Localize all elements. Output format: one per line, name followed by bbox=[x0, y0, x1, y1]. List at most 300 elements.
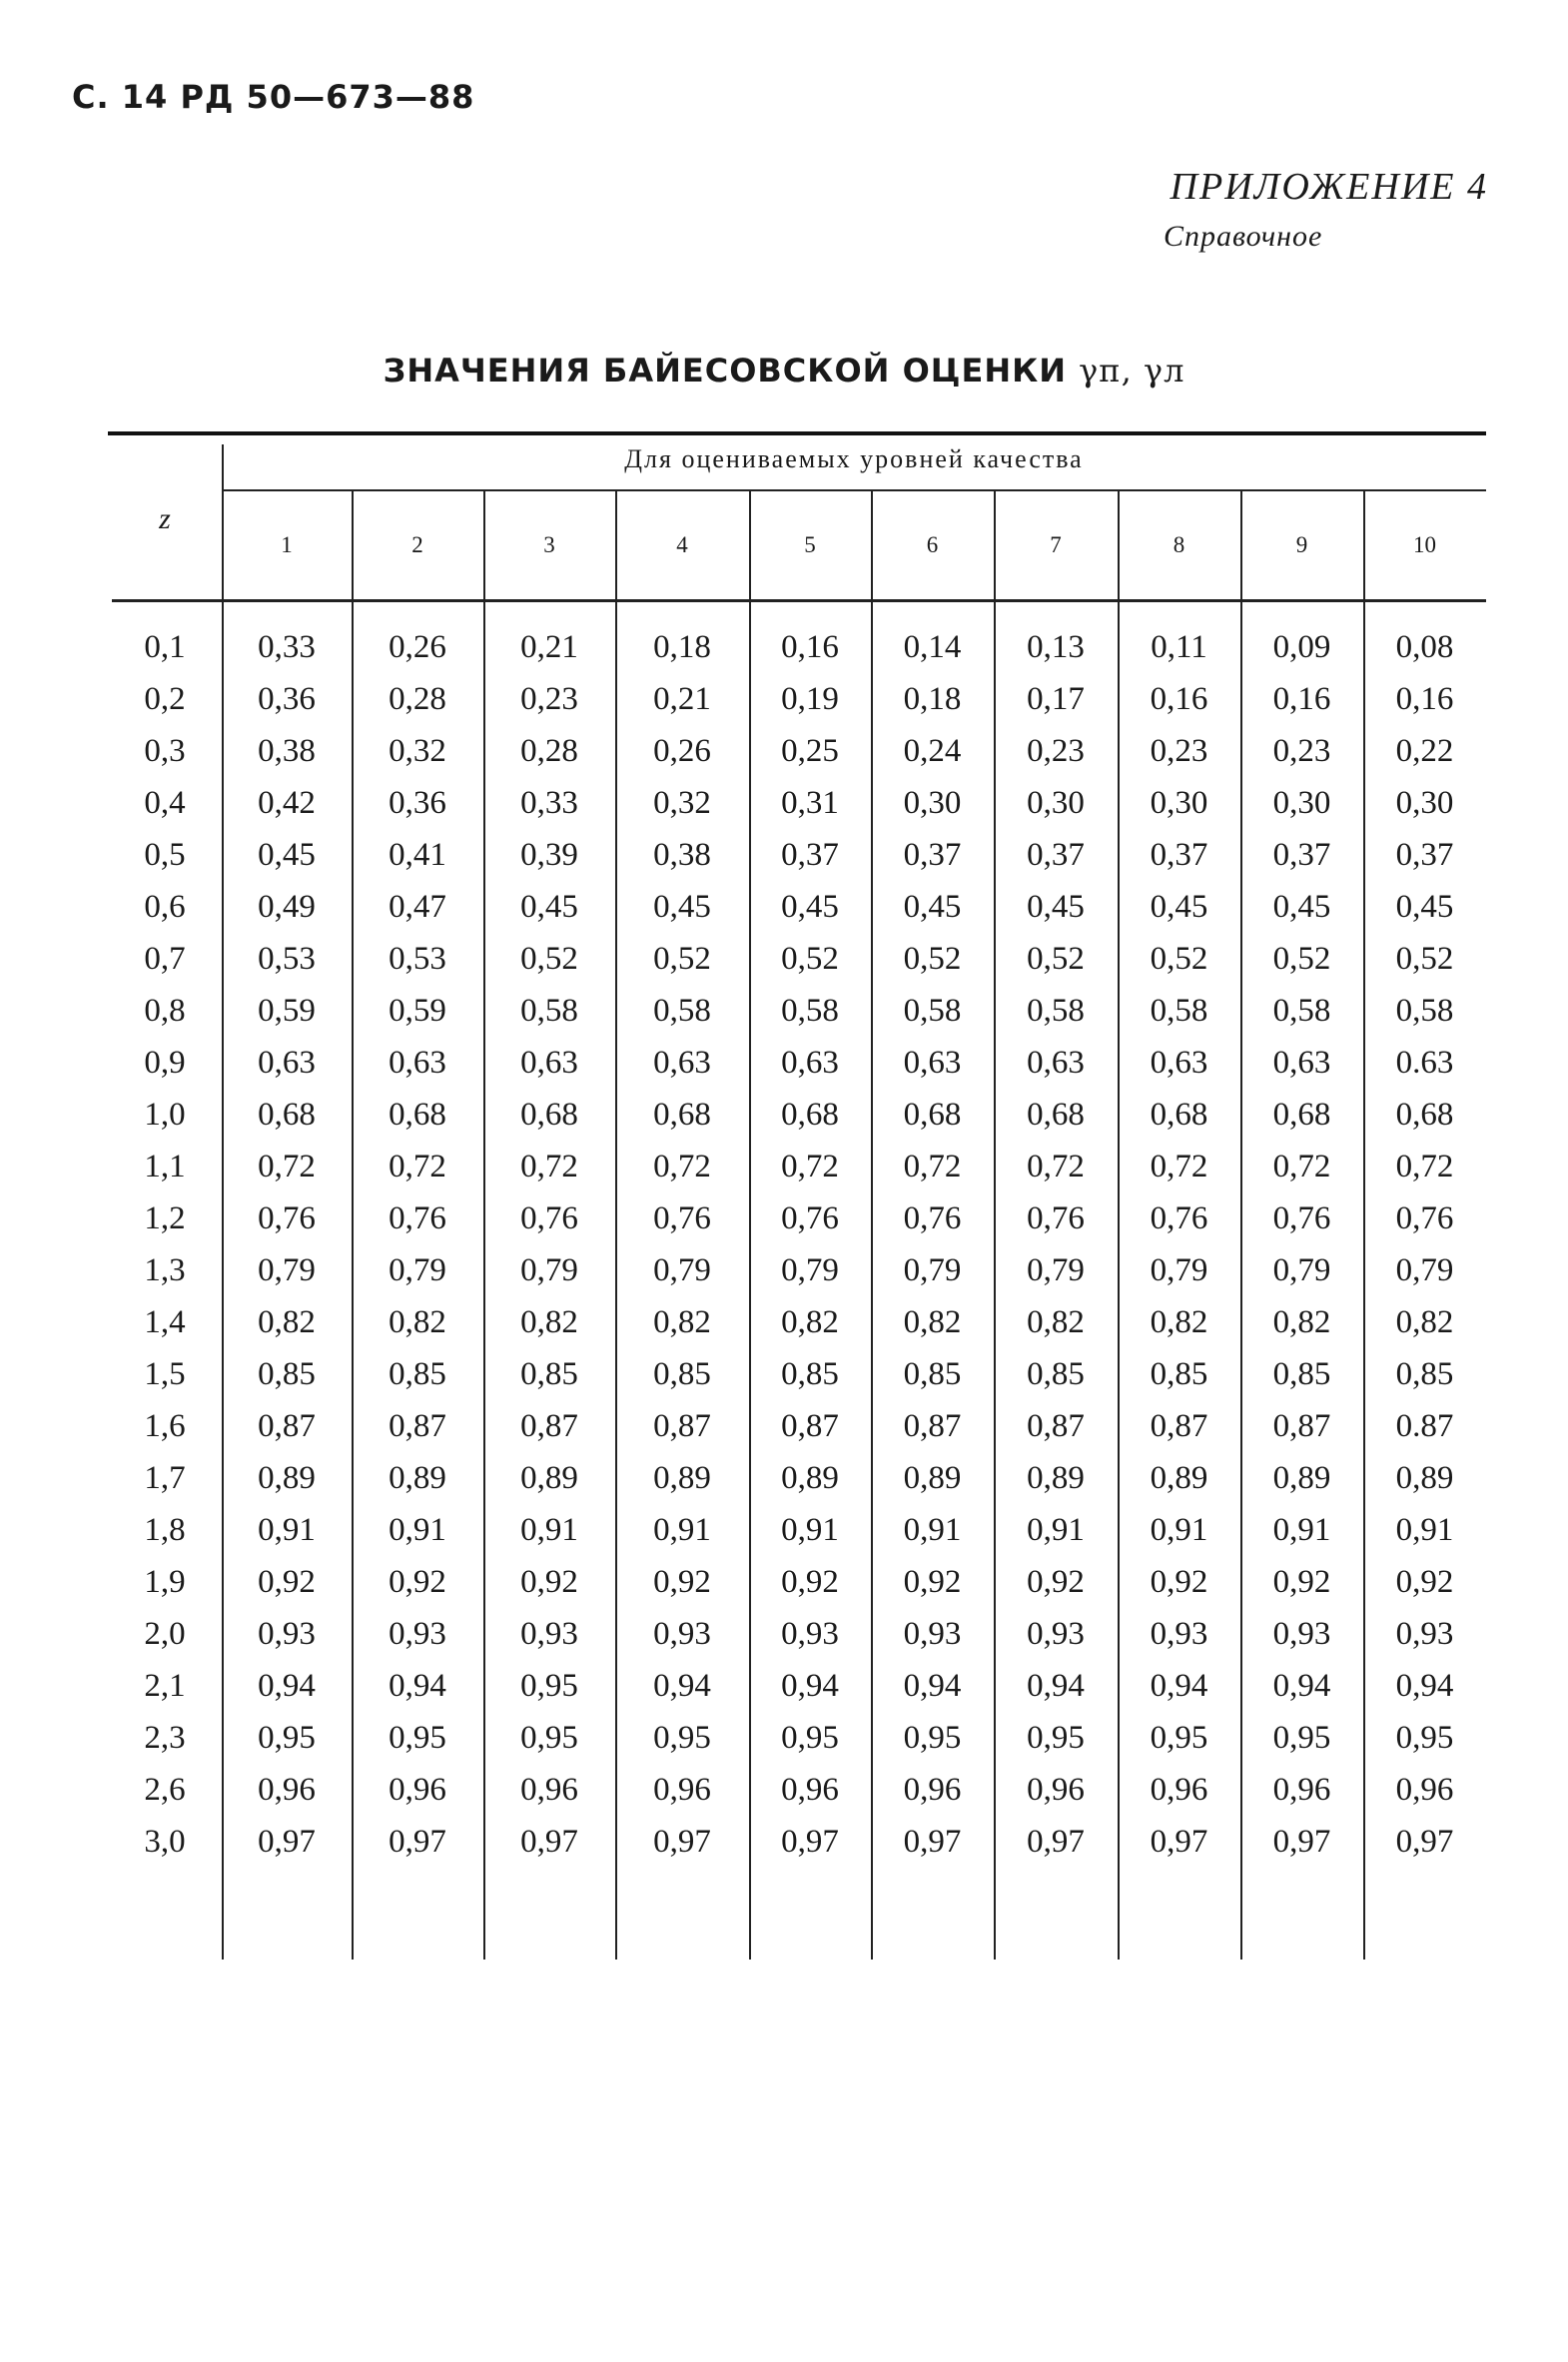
estimate-value: 0,95 bbox=[258, 1719, 316, 1756]
estimate-value: 0,63 bbox=[389, 1044, 446, 1081]
estimate-value: 0,23 bbox=[1150, 732, 1208, 769]
estimate-value: 0,93 bbox=[258, 1615, 316, 1652]
estimate-value: 0,63 bbox=[520, 1044, 578, 1081]
estimate-value: 0,91 bbox=[520, 1511, 578, 1548]
estimate-value: 0,18 bbox=[653, 628, 711, 665]
z-value: 1,9 bbox=[144, 1563, 186, 1600]
estimate-value: 0,37 bbox=[1027, 836, 1085, 873]
estimate-value: 0,38 bbox=[653, 836, 711, 873]
estimate-value: 0,95 bbox=[1027, 1719, 1085, 1756]
z-value: 2,3 bbox=[144, 1719, 186, 1756]
estimate-value: 0,89 bbox=[903, 1459, 962, 1496]
estimate-value: 0,52 bbox=[903, 940, 962, 977]
estimate-value: 0,63 bbox=[258, 1044, 316, 1081]
estimate-value: 0,45 bbox=[1150, 888, 1208, 925]
estimate-value: 0,87 bbox=[520, 1407, 578, 1444]
estimate-value: 0,87 bbox=[903, 1407, 962, 1444]
z-value: 1,4 bbox=[144, 1303, 186, 1340]
estimate-value: 0,28 bbox=[389, 680, 446, 717]
column-header: 4 bbox=[676, 532, 688, 557]
estimate-value: 0,25 bbox=[781, 732, 839, 769]
estimate-value: 0,91 bbox=[1027, 1511, 1085, 1548]
estimate-value: 0,94 bbox=[903, 1667, 962, 1704]
estimate-value: 0,45 bbox=[903, 888, 962, 925]
table-row bbox=[108, 881, 1486, 933]
estimate-value: 0,93 bbox=[653, 1615, 711, 1652]
estimate-value: 0,82 bbox=[1272, 1303, 1331, 1340]
estimate-value: 0,16 bbox=[1150, 680, 1208, 717]
estimate-value: 0,52 bbox=[520, 940, 578, 977]
table-row bbox=[108, 621, 1486, 673]
estimate-value: 0,82 bbox=[258, 1303, 316, 1340]
estimate-value: 0,85 bbox=[653, 1355, 711, 1392]
estimate-value: 0,92 bbox=[389, 1563, 446, 1600]
estimate-value: 0,79 bbox=[1027, 1251, 1085, 1288]
estimate-value: 0,52 bbox=[1027, 940, 1085, 977]
estimate-value: 0,79 bbox=[520, 1251, 578, 1288]
estimate-value: 0,45 bbox=[1272, 888, 1331, 925]
estimate-value: 0,87 bbox=[1272, 1407, 1331, 1444]
table-row bbox=[108, 1037, 1486, 1089]
estimate-value: 0,32 bbox=[389, 732, 446, 769]
z-value: 1,6 bbox=[144, 1407, 186, 1444]
estimate-value: 0,85 bbox=[903, 1355, 962, 1392]
z-value: 0,5 bbox=[144, 836, 186, 873]
estimate-value: 0,63 bbox=[781, 1044, 839, 1081]
table-row bbox=[108, 725, 1486, 777]
estimate-value: 0,96 bbox=[520, 1771, 578, 1808]
estimate-value: 0,39 bbox=[520, 836, 578, 873]
table-title-symbols: γп, γл bbox=[1079, 352, 1185, 390]
z-value: 0,4 bbox=[144, 784, 186, 821]
page-header: С. 14 РД 50—673—88 bbox=[72, 78, 475, 116]
estimate-value: 0,95 bbox=[903, 1719, 962, 1756]
estimate-value: 0,26 bbox=[653, 732, 711, 769]
estimate-value: 0,72 bbox=[653, 1148, 711, 1184]
column-header: 6 bbox=[926, 532, 939, 557]
estimate-value: 0,79 bbox=[258, 1251, 316, 1288]
estimate-value: 0,94 bbox=[1395, 1667, 1454, 1704]
table-row bbox=[108, 777, 1486, 829]
estimate-value: 0,45 bbox=[1027, 888, 1085, 925]
estimate-value: 0,08 bbox=[1395, 628, 1454, 665]
estimate-value: 0,30 bbox=[1027, 784, 1085, 821]
estimate-value: 0,58 bbox=[1272, 992, 1331, 1029]
estimate-value: 0,76 bbox=[1150, 1199, 1208, 1236]
table-row bbox=[108, 1348, 1486, 1400]
estimate-value: 0,85 bbox=[520, 1355, 578, 1392]
estimate-value: 0,72 bbox=[258, 1148, 316, 1184]
estimate-value: 0,96 bbox=[389, 1771, 446, 1808]
estimate-value: 0.63 bbox=[1395, 1044, 1454, 1081]
z-value: 1,3 bbox=[144, 1251, 186, 1288]
estimate-value: 0,87 bbox=[1150, 1407, 1208, 1444]
estimate-value: 0,85 bbox=[258, 1355, 316, 1392]
estimate-value: 0,91 bbox=[781, 1511, 839, 1548]
estimate-value: 0,97 bbox=[520, 1823, 578, 1860]
estimate-value: 0,79 bbox=[1150, 1251, 1208, 1288]
estimate-value: 0,89 bbox=[781, 1459, 839, 1496]
estimate-value: 0,76 bbox=[258, 1199, 316, 1236]
column-header: 2 bbox=[411, 532, 423, 557]
estimate-value: 0,89 bbox=[1027, 1459, 1085, 1496]
estimate-value: 0,85 bbox=[1272, 1355, 1331, 1392]
estimate-value: 0,94 bbox=[781, 1667, 839, 1704]
estimate-value: 0,47 bbox=[389, 888, 446, 925]
estimate-value: 0,68 bbox=[1027, 1096, 1085, 1133]
estimate-value: 0,76 bbox=[781, 1199, 839, 1236]
estimate-value: 0,89 bbox=[1150, 1459, 1208, 1496]
estimate-value: 0,16 bbox=[1272, 680, 1331, 717]
estimate-value: 0,68 bbox=[781, 1096, 839, 1133]
estimate-value: 0,82 bbox=[389, 1303, 446, 1340]
estimate-value: 0,89 bbox=[258, 1459, 316, 1496]
estimate-value: 0,82 bbox=[1395, 1303, 1454, 1340]
z-value: 1,0 bbox=[144, 1096, 186, 1133]
estimate-value: 0,58 bbox=[1395, 992, 1454, 1029]
estimate-value: 0,96 bbox=[1027, 1771, 1085, 1808]
estimate-value: 0,53 bbox=[258, 940, 316, 977]
estimate-value: 0,68 bbox=[1395, 1096, 1454, 1133]
estimate-value: 0,19 bbox=[781, 680, 839, 717]
estimate-value: 0,97 bbox=[1395, 1823, 1454, 1860]
estimate-value: 0,63 bbox=[1150, 1044, 1208, 1081]
z-value: 1,8 bbox=[144, 1511, 186, 1548]
estimate-value: 0,82 bbox=[781, 1303, 839, 1340]
estimate-value: 0,95 bbox=[389, 1719, 446, 1756]
estimate-value: 0,41 bbox=[389, 836, 446, 873]
estimate-value: 0,59 bbox=[258, 992, 316, 1029]
estimate-value: 0,96 bbox=[1272, 1771, 1331, 1808]
group-header-rule bbox=[222, 489, 1486, 491]
estimate-value: 0,22 bbox=[1395, 732, 1454, 769]
estimate-value: 0,68 bbox=[903, 1096, 962, 1133]
estimate-value: 0,30 bbox=[1395, 784, 1454, 821]
estimate-value: 0,49 bbox=[258, 888, 316, 925]
estimate-value: 0,63 bbox=[903, 1044, 962, 1081]
z-value: 0,9 bbox=[144, 1044, 186, 1081]
table-row bbox=[108, 1712, 1486, 1764]
estimate-value: 0,79 bbox=[903, 1251, 962, 1288]
table-row bbox=[108, 1608, 1486, 1660]
estimate-value: 0,76 bbox=[389, 1199, 446, 1236]
table-title-text: ЗНАЧЕНИЯ БАЙЕСОВСКОЙ ОЦЕНКИ bbox=[383, 352, 1068, 390]
estimate-value: 0,85 bbox=[1395, 1355, 1454, 1392]
table-row bbox=[108, 1452, 1486, 1504]
estimate-value: 0,37 bbox=[903, 836, 962, 873]
estimate-value: 0,68 bbox=[520, 1096, 578, 1133]
estimate-value: 0,94 bbox=[1027, 1667, 1085, 1704]
estimate-value: 0,96 bbox=[1150, 1771, 1208, 1808]
estimate-value: 0,92 bbox=[653, 1563, 711, 1600]
estimate-value: 0,89 bbox=[653, 1459, 711, 1496]
table-row bbox=[108, 1244, 1486, 1296]
column-header: 3 bbox=[543, 532, 555, 557]
estimate-value: 0,87 bbox=[389, 1407, 446, 1444]
estimate-value: 0,36 bbox=[389, 784, 446, 821]
estimate-value: 0,94 bbox=[1150, 1667, 1208, 1704]
estimate-value: 0,85 bbox=[1027, 1355, 1085, 1392]
z-value: 0,7 bbox=[144, 940, 186, 977]
estimate-value: 0,72 bbox=[1395, 1148, 1454, 1184]
estimate-value: 0,26 bbox=[389, 628, 446, 665]
estimate-value: 0,68 bbox=[258, 1096, 316, 1133]
table-row bbox=[108, 1141, 1486, 1192]
estimate-value: 0,72 bbox=[389, 1148, 446, 1184]
estimate-value: 0,52 bbox=[1395, 940, 1454, 977]
estimate-value: 0,95 bbox=[520, 1719, 578, 1756]
table-row bbox=[108, 1816, 1486, 1868]
estimate-value: 0,94 bbox=[258, 1667, 316, 1704]
estimate-value: 0,79 bbox=[781, 1251, 839, 1288]
estimate-value: 0,97 bbox=[1272, 1823, 1331, 1860]
estimate-value: 0,58 bbox=[781, 992, 839, 1029]
estimate-value: 0,93 bbox=[781, 1615, 839, 1652]
header-body-rule bbox=[112, 599, 1486, 602]
estimate-value: 0,96 bbox=[903, 1771, 962, 1808]
estimate-value: 0,37 bbox=[1395, 836, 1454, 873]
estimate-value: 0,91 bbox=[1395, 1511, 1454, 1548]
values-table-body bbox=[108, 621, 1486, 1868]
estimate-value: 0,82 bbox=[1150, 1303, 1208, 1340]
estimate-value: 0,92 bbox=[903, 1563, 962, 1600]
estimate-value: 0,37 bbox=[1150, 836, 1208, 873]
estimate-value: 0,79 bbox=[1395, 1251, 1454, 1288]
estimate-value: 0,94 bbox=[389, 1667, 446, 1704]
estimate-value: 0,97 bbox=[903, 1823, 962, 1860]
table-top-rule bbox=[108, 431, 1486, 435]
table-row bbox=[108, 985, 1486, 1037]
z-value: 0,6 bbox=[144, 888, 186, 925]
estimate-value: 0,68 bbox=[1272, 1096, 1331, 1133]
estimate-value: 0,95 bbox=[520, 1667, 578, 1704]
estimate-value: 0,93 bbox=[1395, 1615, 1454, 1652]
estimate-value: 0,82 bbox=[1027, 1303, 1085, 1340]
appendix-title: ПРИЛОЖЕНИЕ 4 bbox=[1170, 166, 1488, 208]
estimate-value: 0,95 bbox=[1272, 1719, 1331, 1756]
z-value: 2,1 bbox=[144, 1667, 186, 1704]
estimate-value: 0,92 bbox=[781, 1563, 839, 1600]
z-value: 1,7 bbox=[144, 1459, 186, 1496]
estimate-value: 0,95 bbox=[1150, 1719, 1208, 1756]
estimate-value: 0,28 bbox=[520, 732, 578, 769]
estimate-value: 0,68 bbox=[1150, 1096, 1208, 1133]
estimate-value: 0,87 bbox=[258, 1407, 316, 1444]
column-header: 5 bbox=[804, 532, 816, 557]
estimate-value: 0,95 bbox=[781, 1719, 839, 1756]
z-value: 0,8 bbox=[144, 992, 186, 1029]
table-row bbox=[108, 1660, 1486, 1712]
estimate-value: 0,45 bbox=[781, 888, 839, 925]
estimate-value: 0,59 bbox=[389, 992, 446, 1029]
estimate-value: 0,91 bbox=[1272, 1511, 1331, 1548]
estimate-value: 0,93 bbox=[1150, 1615, 1208, 1652]
appendix-subtitle: Справочное bbox=[1164, 220, 1323, 253]
estimate-value: 0,93 bbox=[389, 1615, 446, 1652]
estimate-value: 0,85 bbox=[1150, 1355, 1208, 1392]
estimate-value: 0,72 bbox=[1150, 1148, 1208, 1184]
estimate-value: 0,58 bbox=[903, 992, 962, 1029]
estimate-value: 0,92 bbox=[520, 1563, 578, 1600]
estimate-value: 0,97 bbox=[1150, 1823, 1208, 1860]
table-row bbox=[108, 1400, 1486, 1452]
table-row bbox=[108, 1504, 1486, 1556]
table-row bbox=[108, 673, 1486, 725]
estimate-value: 0,72 bbox=[1027, 1148, 1085, 1184]
estimate-value: 0,63 bbox=[653, 1044, 711, 1081]
estimate-value: 0,52 bbox=[1150, 940, 1208, 977]
estimate-value: 0,93 bbox=[1272, 1615, 1331, 1652]
estimate-value: 0,36 bbox=[258, 680, 316, 717]
table-row bbox=[108, 829, 1486, 881]
estimate-value: 0,42 bbox=[258, 784, 316, 821]
estimate-value: 0,82 bbox=[653, 1303, 711, 1340]
estimate-value: 0,45 bbox=[258, 836, 316, 873]
table-row bbox=[108, 1089, 1486, 1141]
z-value: 2,6 bbox=[144, 1771, 186, 1808]
estimate-value: 0,45 bbox=[1395, 888, 1454, 925]
estimate-value: 0,76 bbox=[653, 1199, 711, 1236]
estimate-value: 0,92 bbox=[1150, 1563, 1208, 1600]
estimate-value: 0,91 bbox=[1150, 1511, 1208, 1548]
estimate-value: 0,79 bbox=[653, 1251, 711, 1288]
estimate-value: 0,30 bbox=[1150, 784, 1208, 821]
estimate-value: 0,14 bbox=[903, 628, 962, 665]
estimate-value: 0,45 bbox=[520, 888, 578, 925]
estimate-value: 0,79 bbox=[389, 1251, 446, 1288]
estimate-value: 0,72 bbox=[781, 1148, 839, 1184]
estimate-value: 0,23 bbox=[1272, 732, 1331, 769]
estimate-value: 0,97 bbox=[781, 1823, 839, 1860]
estimate-value: 0,96 bbox=[258, 1771, 316, 1808]
z-value: 1,1 bbox=[144, 1148, 186, 1184]
estimate-value: 0,87 bbox=[781, 1407, 839, 1444]
estimate-value: 0,93 bbox=[1027, 1615, 1085, 1652]
estimate-value: 0,30 bbox=[903, 784, 962, 821]
table-row bbox=[108, 1192, 1486, 1244]
estimate-value: 0,89 bbox=[520, 1459, 578, 1496]
estimate-value: 0,13 bbox=[1027, 628, 1085, 665]
estimate-value: 0,91 bbox=[258, 1511, 316, 1548]
z-value: 0,3 bbox=[144, 732, 186, 769]
table-title bbox=[0, 352, 1568, 390]
estimate-value: 0,16 bbox=[781, 628, 839, 665]
estimate-value: 0,89 bbox=[1395, 1459, 1454, 1496]
estimate-value: 0,72 bbox=[1272, 1148, 1331, 1184]
table-row bbox=[108, 1296, 1486, 1348]
estimate-value: 0,17 bbox=[1027, 680, 1085, 717]
column-header: 10 bbox=[1413, 532, 1436, 557]
estimate-value: 0,58 bbox=[653, 992, 711, 1029]
estimate-value: 0,21 bbox=[653, 680, 711, 717]
estimate-value: 0,82 bbox=[520, 1303, 578, 1340]
estimate-value: 0,32 bbox=[653, 784, 711, 821]
estimate-value: 0,52 bbox=[1272, 940, 1331, 977]
estimate-value: 0,58 bbox=[1150, 992, 1208, 1029]
estimate-value: 0,76 bbox=[1027, 1199, 1085, 1236]
table-row bbox=[108, 1556, 1486, 1608]
estimate-value: 0,23 bbox=[1027, 732, 1085, 769]
table-row bbox=[108, 933, 1486, 985]
estimate-value: 0,92 bbox=[1027, 1563, 1085, 1600]
estimate-value: 0,85 bbox=[781, 1355, 839, 1392]
estimate-value: 0,96 bbox=[1395, 1771, 1454, 1808]
estimate-value: 0,87 bbox=[1027, 1407, 1085, 1444]
estimate-value: 0,85 bbox=[389, 1355, 446, 1392]
estimate-value: 0,92 bbox=[1395, 1563, 1454, 1600]
z-value: 3,0 bbox=[144, 1823, 186, 1860]
column-header: 1 bbox=[281, 532, 293, 557]
estimate-value: 0,37 bbox=[1272, 836, 1331, 873]
estimate-value: 0,92 bbox=[258, 1563, 316, 1600]
estimate-value: 0,68 bbox=[389, 1096, 446, 1133]
column-header: 8 bbox=[1173, 532, 1185, 557]
estimate-value: 0,58 bbox=[520, 992, 578, 1029]
estimate-value: 0,97 bbox=[389, 1823, 446, 1860]
values-table bbox=[108, 621, 1486, 1868]
estimate-value: 0,52 bbox=[653, 940, 711, 977]
estimate-value: 0,18 bbox=[903, 680, 962, 717]
z-value: 0,1 bbox=[144, 628, 186, 665]
column-header: 7 bbox=[1050, 532, 1062, 557]
estimate-value: 0,68 bbox=[653, 1096, 711, 1133]
estimate-value: 0,94 bbox=[1272, 1667, 1331, 1704]
estimate-value: 0,96 bbox=[781, 1771, 839, 1808]
estimate-value: 0,72 bbox=[520, 1148, 578, 1184]
estimate-value: 0,52 bbox=[781, 940, 839, 977]
estimate-value: 0,76 bbox=[520, 1199, 578, 1236]
estimate-value: 0,63 bbox=[1027, 1044, 1085, 1081]
estimate-value: 0,23 bbox=[520, 680, 578, 717]
estimate-value: 0,93 bbox=[903, 1615, 962, 1652]
estimate-value: 0,63 bbox=[1272, 1044, 1331, 1081]
estimate-value: 0,97 bbox=[1027, 1823, 1085, 1860]
estimate-value: 0,91 bbox=[389, 1511, 446, 1548]
estimate-value: 0,76 bbox=[903, 1199, 962, 1236]
estimate-value: 0,76 bbox=[1395, 1199, 1454, 1236]
estimate-value: 0,94 bbox=[653, 1667, 711, 1704]
estimate-value: 0,16 bbox=[1395, 680, 1454, 717]
estimate-value: 0,97 bbox=[258, 1823, 316, 1860]
estimate-value: 0,95 bbox=[1395, 1719, 1454, 1756]
estimate-value: 0.87 bbox=[1395, 1407, 1454, 1444]
table-row bbox=[108, 1764, 1486, 1816]
estimate-value: 0,37 bbox=[781, 836, 839, 873]
estimate-value: 0,58 bbox=[1027, 992, 1085, 1029]
estimate-value: 0,79 bbox=[1272, 1251, 1331, 1288]
z-value: 0,2 bbox=[144, 680, 186, 717]
estimate-value: 0,76 bbox=[1272, 1199, 1331, 1236]
estimate-value: 0,91 bbox=[903, 1511, 962, 1548]
estimate-value: 0,33 bbox=[520, 784, 578, 821]
estimate-value: 0,53 bbox=[389, 940, 446, 977]
estimate-value: 0,91 bbox=[653, 1511, 711, 1548]
estimate-value: 0,09 bbox=[1272, 628, 1331, 665]
column-header: 9 bbox=[1295, 532, 1308, 557]
estimate-value: 0,92 bbox=[1272, 1563, 1331, 1600]
z-value: 1,2 bbox=[144, 1199, 186, 1236]
estimate-value: 0,95 bbox=[653, 1719, 711, 1756]
estimate-value: 0,87 bbox=[653, 1407, 711, 1444]
estimate-value: 0,93 bbox=[520, 1615, 578, 1652]
estimate-value: 0,96 bbox=[653, 1771, 711, 1808]
z-value: 1,5 bbox=[144, 1355, 186, 1392]
estimate-value: 0,38 bbox=[258, 732, 316, 769]
estimate-value: 0,31 bbox=[781, 784, 839, 821]
z-column-header: z bbox=[159, 502, 171, 535]
estimate-value: 0,21 bbox=[520, 628, 578, 665]
estimate-value: 0,89 bbox=[389, 1459, 446, 1496]
